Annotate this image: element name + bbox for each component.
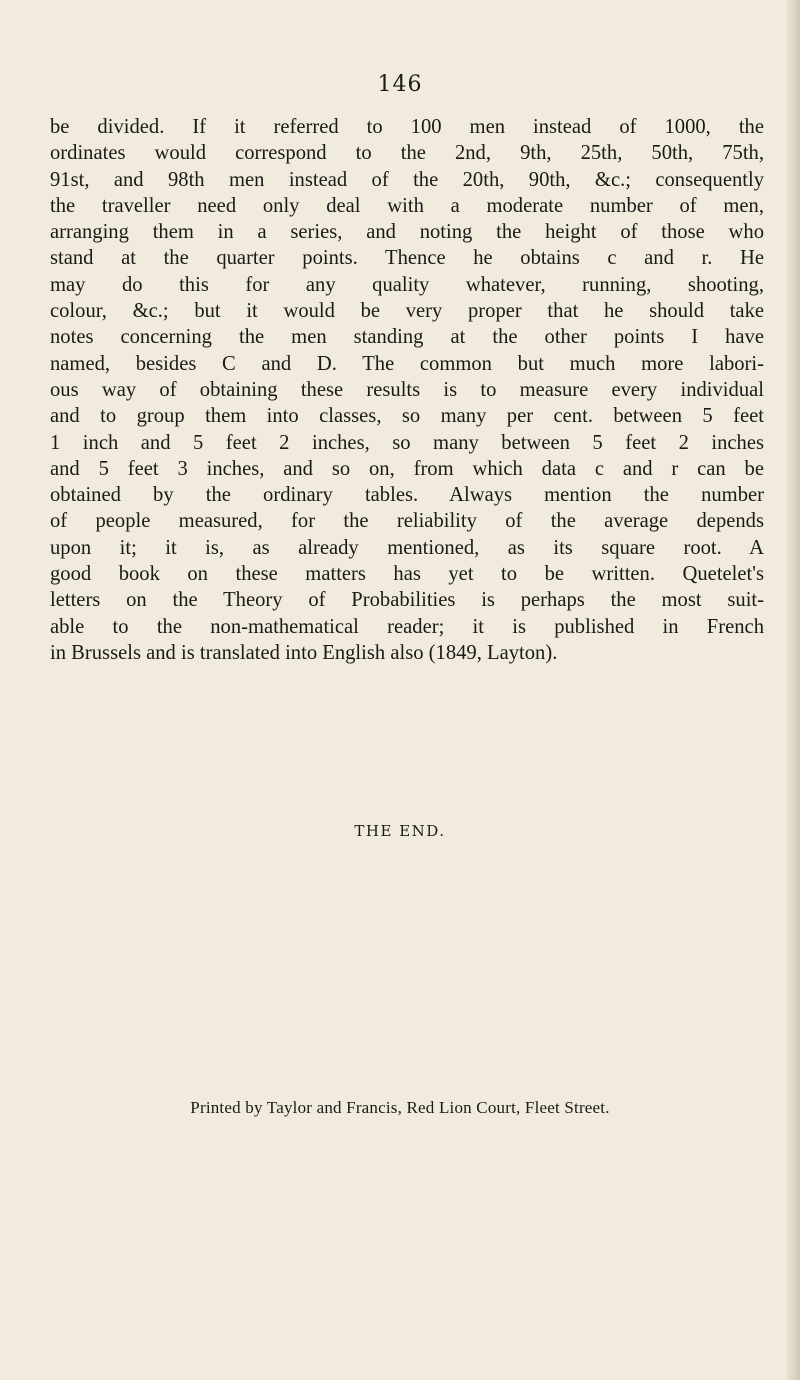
- text-line: obtained by the ordinary tables. Always mention the number: [50, 484, 764, 507]
- text-line: upon it; it is, as already mentioned, as its square root. A: [50, 536, 764, 559]
- text-line: be divided. If it referred to 100 men instead of 1000, the: [50, 116, 764, 138]
- text-line: good book on these matters has yet to be written. Quetelet's: [50, 563, 764, 586]
- end-mark: THE END.: [354, 822, 446, 840]
- text-line: of people measured, for the reliability of the average depends: [50, 510, 764, 533]
- text-line: in Brussels and is translated into English also (1849, Layton).: [50, 641, 558, 664]
- text-line: 1 inch and 5 feet 2 inches, so many between 5 feet 2 inches: [50, 431, 764, 454]
- text-line: may do this for any quality whatever, running, shooting,: [50, 273, 764, 296]
- text-line: notes concerning the men standing at the other points I have: [50, 326, 764, 349]
- text-line: and 5 feet 3 inches, and so on, from which data c and r can be: [50, 457, 764, 480]
- text-line: named, besides C and D. The common but much more labori-: [50, 352, 764, 375]
- text-line: able to the non-mathematical reader; it is published in French: [50, 615, 764, 638]
- body-paragraph: [50, 114, 764, 666]
- text-line: colour, &c.; but it would be very proper that he should take: [50, 300, 764, 323]
- page-number: 146: [377, 72, 423, 97]
- text-line: arranging them in a series, and noting the height of those who: [50, 221, 764, 244]
- text-line: and to group them into classes, so many per cent. between 5 feet: [50, 405, 764, 428]
- page-edge: [786, 0, 800, 1380]
- text-line: ous way of obtaining these results is to measure every individual: [50, 378, 764, 401]
- text-line: stand at the quarter points. Thence he obtains c and r. He: [50, 247, 764, 270]
- text-line: 91st, and 98th men instead of the 20th, 90th, &c.; consequently: [50, 168, 764, 191]
- text-line: the traveller need only deal with a moderate number of men,: [50, 194, 764, 217]
- text-line: ordinates would correspond to the 2nd, 9th, 25th, 50th, 75th,: [50, 142, 764, 165]
- printer-imprint: Printed by Taylor and Francis, Red Lion Court, Fleet Street.: [190, 1098, 610, 1117]
- text-line: letters on the Theory of Probabilities is perhaps the most suit-: [50, 589, 764, 612]
